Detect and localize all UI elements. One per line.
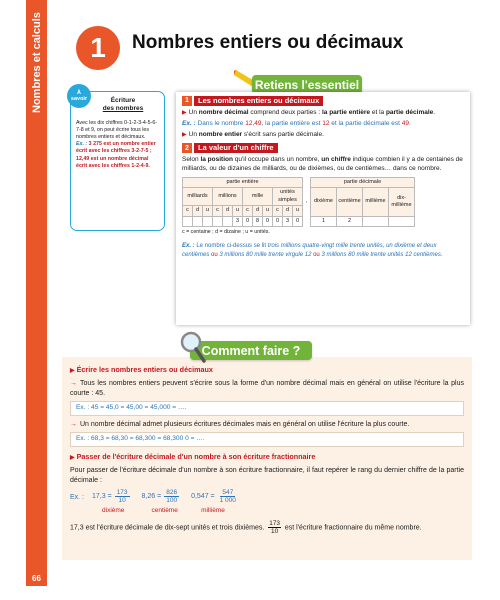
page-title: Nombres entiers ou décimaux [132,32,404,53]
table-col-centieme: centième [337,188,363,216]
table-digit-cell [193,216,203,226]
table-cdu-cell: d [283,206,293,216]
chapter-label: Nombres et calculs [31,12,43,114]
table-cdu-cell: d [223,206,233,216]
lesson-number: 1 [76,26,120,70]
table-digit-cell: 0 [293,216,303,226]
section-1-example: Ex. : Dans le nombre 12,49, la partie entière est 12 et la partie décimale est 49. [182,119,411,127]
table-cdu-cell: c [273,206,283,216]
table-class-unites: unités simples [273,188,303,206]
section-1-rule: ▶ Un nombre décimal comprend deux parties : la partie entière et la partie décimale. [182,109,436,116]
method-2-text: Pour passer de l'écriture décimale d'un nombre à son écriture fractionnaire, il faut repérer le rang du dernier chiffre de la partie décimale : [70,467,464,484]
table-col-dixieme: dixième [311,188,337,216]
table-header-integer: partie entière [183,177,303,187]
comment-faire-banner: Comment faire ? [190,341,312,360]
table-class-mille: mille [243,188,273,206]
table-decimal-digit-cell [389,216,415,226]
asavoir-title: Écriture des nombres [102,97,144,113]
table-decimal-digit-cell: 2 [337,216,363,226]
table-digit-cell: 0 [243,216,253,226]
table-col-millieme: millième [363,188,389,216]
essentiel-banner: Retiens l'essentiel [252,75,362,94]
method-1-text-2: → Un nombre décimal admet plusieurs écritures décimales mais en général on utilise l'écriture la plus courte. [70,420,410,428]
table-cdu-cell: c [213,206,223,216]
asavoir-example: Ex. : 3 275 est un nombre entier écrit avec les chiffres 3-2-7-5 ; 12,49 est un nombre décimal écrit avec les chiffres 1-2-4-9. [76,141,156,169]
method-2-conclusion: 17,3 est l'écriture décimale de dix-sept unités et trois dixièmes. $\frac{173}{10}$ est l'écriture fractionnaire du même nombre. [70,520,422,536]
page-number: 66 [26,570,47,586]
table-comma: , [303,177,311,226]
table-decimal-digit-cell [363,216,389,226]
magnifier-icon [179,331,207,363]
fraction-examples [70,489,464,516]
section-2-text: Selon la position qu'il occupe dans un nombre, un chiffre indique combien il y a de centaines de milliards, ou de dizaines de milliards, ou de dixièmes, ou de centièmes… dans ce nombre. [182,156,463,173]
asavoir-badge: À savoir [67,84,91,108]
table-cdu-cell: c [183,206,193,216]
method-1-text: → Tous les nombres entiers peuvent s'écrire sous la forme d'un nombre décimal mais en général on utilise l'écriture la plus courte : 45. [70,380,464,397]
table-legend: c = centaine ; d = dizaine ; u = unités. [182,229,270,236]
section-1-heading: 1 Les nombres entiers ou décimaux [182,96,464,106]
table-class-milliards: milliards [183,188,213,206]
table-cdu-cell: u [263,206,273,216]
table-digit-cell: 3 [233,216,243,226]
fraction-item: 17,3 = $\frac{173}{10}$ dixième [92,489,128,515]
table-digit-cell [183,216,193,226]
table-class-millions: millions [213,188,243,206]
table-digit-cell [213,216,223,226]
method-2-heading: ▶ Passer de l'écriture décimale d'un nombre à son écriture fractionnaire [70,452,316,462]
table-digit-cell [223,216,233,226]
comment-faire-box [62,357,472,560]
table-cdu-cell: u [233,206,243,216]
table-cdu-cell: d [253,206,263,216]
section-2-example: Ex. : Le nombre ci-dessus se lit trois millions quatre-vingt mille trente unités, un dixième et deux centièmes ou 3 millions 80 mille trente virgule 12 ou 3 millions 80 mille trente unités 12 centièmes. [182,243,443,258]
fraction-ex-label: Ex. : [70,494,85,502]
asavoir-body: Avec les dix chiffres 0-1-2-3-4-5-6-7-8 et 9, on peut écrire tous les nombres entiers et décimaux. [76,119,158,141]
table-cdu-cell: u [293,206,303,216]
table-decimal-digit-cell: 1 [311,216,337,226]
fraction-item: 8,26 = $\frac{826}{100}$ centième [141,489,178,515]
table-digit-cell: 8 [253,216,263,226]
table-digit-cell [203,216,213,226]
fraction-item: 0,547 = $\frac{547}{1 000}$ millième [191,489,236,515]
table-digit-cell: 3 [283,216,293,226]
table-digit-cell: 0 [273,216,283,226]
section-1-rule-2: ▶ Un nombre entier s'écrit sans partie décimale. [182,130,324,138]
table-cdu-cell: d [193,206,203,216]
essentiel-box [176,92,470,325]
section-2-heading: 2 La valeur d'un chiffre [182,143,464,153]
table-cdu-cell: u [203,206,213,216]
table-digit-cell: 0 [263,216,273,226]
method-1-heading: ▶ Écrire les nombres entiers ou décimaux [70,365,213,374]
table-col-dix-millieme: dix-millième [389,188,415,216]
asavoir-box [70,91,165,231]
table-header-decimal: partie décimale [311,177,415,187]
place-value-table [182,177,415,227]
method-1-example: Ex. : 45 = 45,0 = 45,00 = 45,000 = …. [70,401,464,416]
table-cdu-cell: c [243,206,253,216]
method-1-example-2: Ex. : 68,3 = 68,30 = 68,300 = 68,300 0 = …. [70,432,464,447]
